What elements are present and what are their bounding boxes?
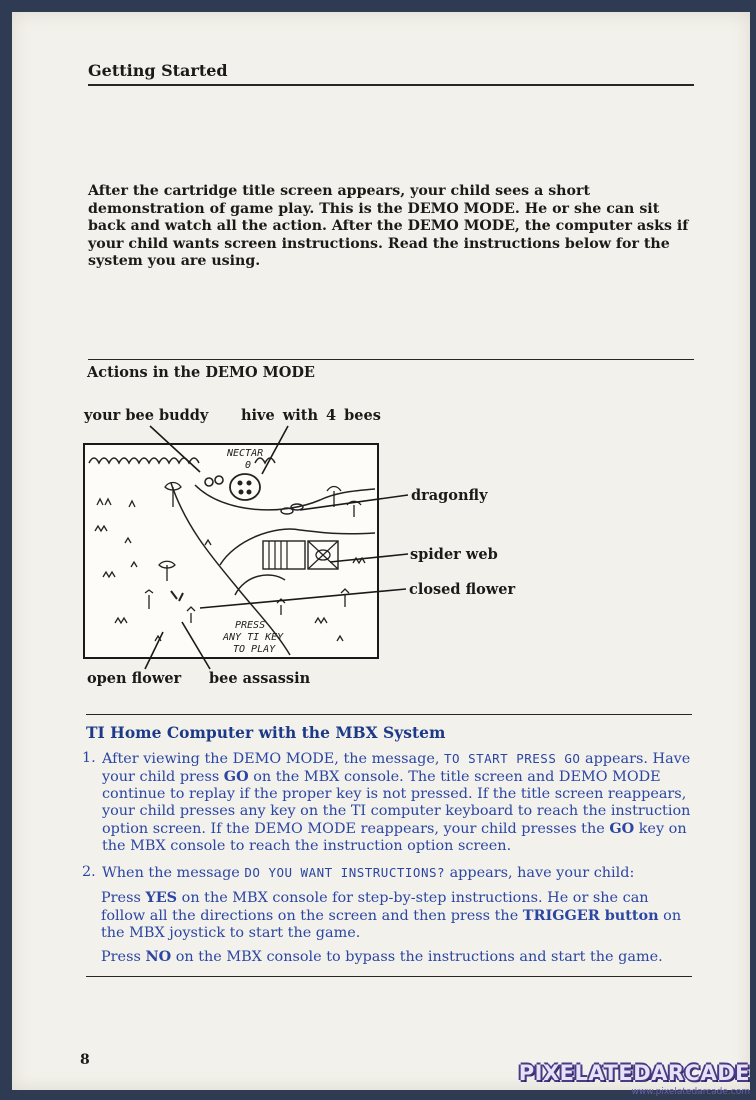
press-yes-instruction <box>101 889 693 942</box>
label-open-flower: open flower <box>87 670 182 687</box>
prompt-line-2: ANY TI KEY <box>223 632 284 643</box>
watermark-site: www.pixelatedarcade.com <box>631 1087 750 1097</box>
instruction-item-2 <box>82 864 694 882</box>
item-2-text-b: appears, have your child: <box>445 865 635 881</box>
instruction-item-1 <box>82 750 694 855</box>
item-1-text-c: on the MBX console. The title screen and DEMO MODE continue to replay if the proper key is not pressed. If the title screen reappears, your child presses any key on the TI computer keyboard to reach the instruction option screen. If the DEMO MODE reappears, your child presses the <box>102 769 691 837</box>
no-text-a: Press <box>101 949 146 965</box>
demo-section-title: Actions in the DEMO MODE <box>87 364 315 381</box>
label-bee-buddy: your bee buddy <box>84 407 209 424</box>
item-1-text-a: After viewing the DEMO MODE, the message, <box>102 751 444 767</box>
prompt-line-3: TO PLAY <box>233 644 276 655</box>
yes-text-a: Press <box>101 890 146 906</box>
msg-to-start-press-go: TO START PRESS GO <box>444 751 581 766</box>
label-spider-web: spider web <box>410 546 498 563</box>
mbx-section-title: TI Home Computer with the MBX System <box>86 723 446 742</box>
watermark-brand: PIXELATEDARCADE <box>518 1061 750 1085</box>
mbx-top-rule <box>86 714 692 715</box>
item-1-number: 1. <box>82 750 96 766</box>
yes-text-c: on the MBX joystick to start the game. <box>101 908 682 941</box>
msg-do-you-want-instructions: DO YOU WANT INSTRUCTIONS? <box>244 865 446 880</box>
no-text-b: on the MBX console to bypass the instructions and start the game. <box>171 949 663 965</box>
item-1-text-b: appears. Have your child press <box>102 751 691 785</box>
nectar-counter: 0 <box>245 460 252 471</box>
nectar-label: NECTAR <box>227 448 264 459</box>
label-closed-flower: closed flower <box>409 581 516 598</box>
go-key-2: GO <box>609 820 635 837</box>
item-1-text-d: key on the MBX console to reach the instruction option screen. <box>102 821 687 854</box>
mbx-bottom-rule <box>86 976 692 977</box>
label-hive: hive with 4 bees <box>241 407 381 424</box>
no-key: NO <box>145 948 172 965</box>
yes-text-b: on the MBX console for step-by-step instructions. He or she can follow all the directions on the screen and then press the <box>101 890 649 924</box>
yes-key: YES <box>145 889 178 906</box>
page-title: Getting Started <box>88 61 228 80</box>
intro-paragraph: After the cartridge title screen appears, your child sees a short demonstration of game play. This is the DEMO MODE. He or she can sit back and watch all the action. After the DEMO MODE, the computer asks if your child wants screen instructions. Read the instructions below for the system you are using. <box>88 183 689 269</box>
go-key-1: GO <box>223 768 249 785</box>
label-dragonfly: dragonfly <box>411 487 488 504</box>
label-bee-assassin: bee assassin <box>209 670 311 687</box>
trigger-button: TRIGGER button <box>522 907 659 924</box>
item-2-number: 2. <box>82 864 96 880</box>
press-no-instruction <box>101 948 693 966</box>
item-2-text-a: When the message <box>102 865 245 881</box>
page-number: 8 <box>80 1052 90 1068</box>
prompt-line-1: PRESS <box>235 620 266 631</box>
